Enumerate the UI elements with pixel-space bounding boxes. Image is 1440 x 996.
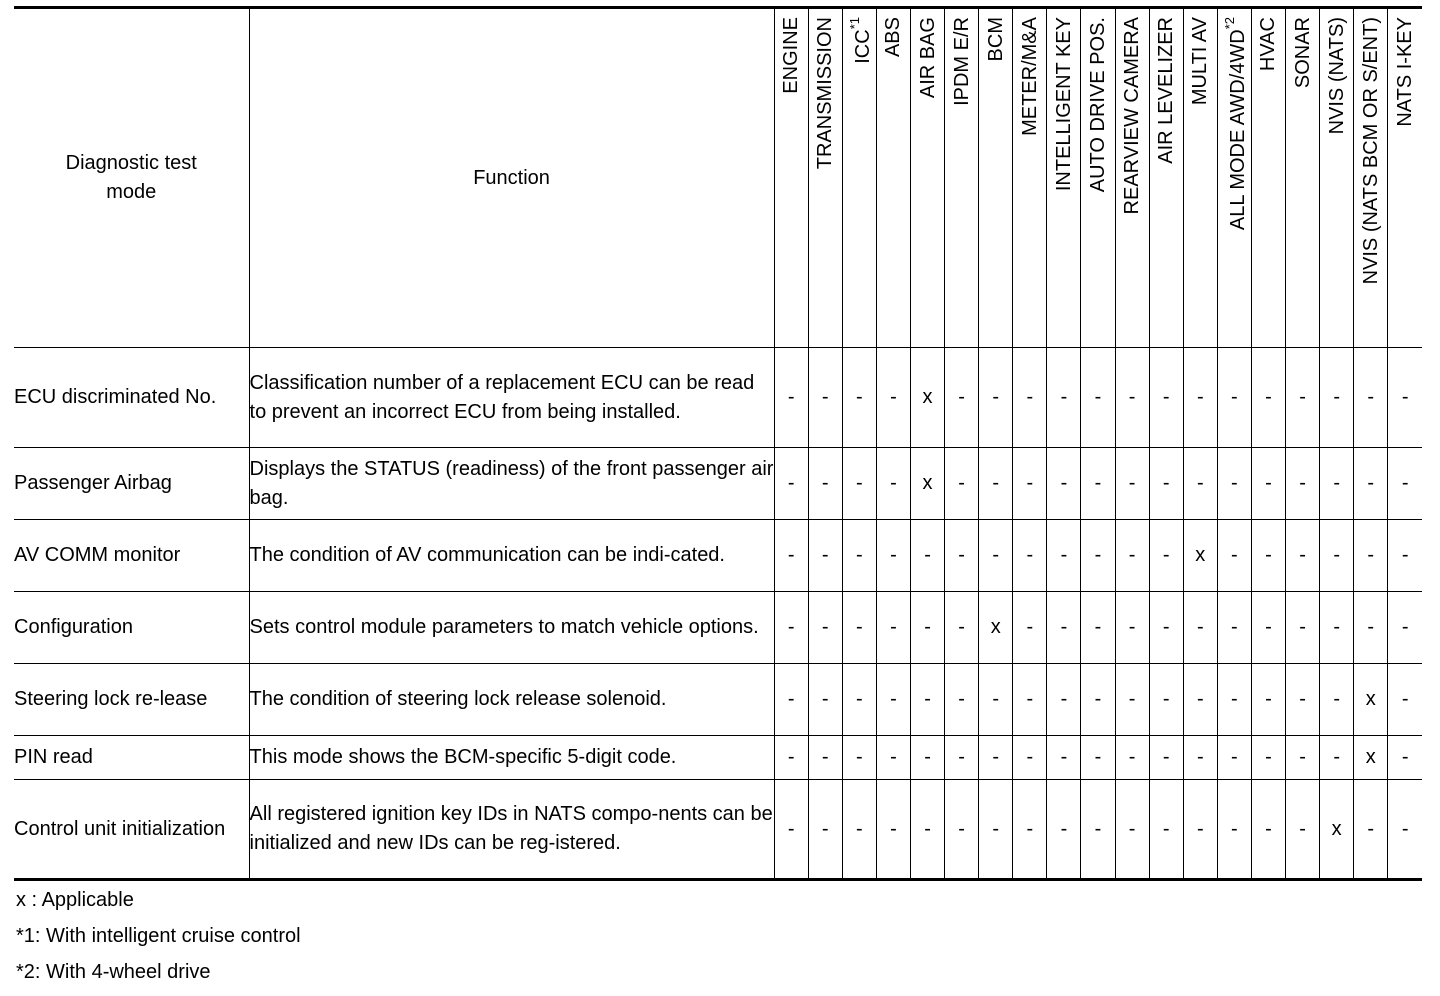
applicability-cell: - [808,448,842,520]
applicability-cell: - [1388,520,1422,592]
applicability-cell: - [1251,520,1285,592]
system-label [1220,17,1250,230]
applicability-cell: x [979,592,1013,664]
applicability-cell: - [1149,520,1183,592]
system-label [1155,17,1177,164]
applicability-cell: - [1286,348,1320,448]
applicability-cell: - [1251,736,1285,780]
applicability-cell: - [1251,348,1285,448]
row-mode: PIN read [14,736,249,780]
header-system [1081,8,1115,348]
applicability-cell: - [876,348,910,448]
applicability-cell: - [1183,780,1217,880]
applicability-cell: - [1013,448,1047,520]
applicability-cell: x [1183,520,1217,592]
applicability-cell: - [1354,780,1388,880]
applicability-cell: x [910,348,944,448]
system-label [1087,17,1109,192]
applicability-cell: - [1081,664,1115,736]
applicability-cell: - [1047,448,1081,520]
header-system [876,8,910,348]
system-label [1292,17,1314,88]
applicability-cell: - [1354,592,1388,664]
applicability-cell: - [910,736,944,780]
applicability-cell: - [1149,780,1183,880]
applicability-cell: - [876,780,910,880]
applicability-cell: - [1320,592,1354,664]
applicability-cell: - [1286,592,1320,664]
applicability-cell: - [876,592,910,664]
table-row [14,448,1422,520]
applicability-cell: - [1320,448,1354,520]
applicability-cell: - [1047,780,1081,880]
applicability-cell: - [1320,348,1354,448]
system-footnote-ref: *2 [1222,17,1238,30]
applicability-cell: - [808,780,842,880]
applicability-cell: - [1320,736,1354,780]
applicability-cell: - [1354,348,1388,448]
row-mode: Passenger Airbag [14,448,249,520]
applicability-cell: - [1013,348,1047,448]
system-label [882,17,904,57]
applicability-cell: - [1183,664,1217,736]
applicability-cell: x [1354,736,1388,780]
row-function: This mode shows the BCM-specific 5-digit code. [249,736,774,780]
applicability-cell: - [774,348,808,448]
applicability-cell: - [876,736,910,780]
applicability-cell: - [1115,348,1149,448]
header-system [774,8,808,348]
applicability-cell: - [1013,520,1047,592]
applicability-cell: - [1320,520,1354,592]
applicability-cell: - [774,520,808,592]
row-function: The condition of AV communication can be indi-cated. [249,520,774,592]
applicability-cell: - [808,348,842,448]
footnotes [16,888,301,996]
system-label-text: HVAC [1257,17,1280,72]
applicability-cell: - [1013,592,1047,664]
applicability-cell: - [1388,348,1422,448]
applicability-cell: - [1320,664,1354,736]
applicability-cell: - [1115,448,1149,520]
applicability-cell: - [1217,736,1251,780]
applicability-cell: - [979,520,1013,592]
row-function: Displays the STATUS (readiness) of the front passenger air bag. [249,448,774,520]
applicability-cell: x [910,448,944,520]
applicability-cell: - [945,592,979,664]
applicability-cell: - [774,448,808,520]
row-function: All registered ignition key IDs in NATS compo-nents can be initialized and new IDs can be reg-istered. [249,780,774,880]
system-label-text: ENGINE [780,17,803,94]
system-label-text: NVIS (NATS) [1325,17,1348,135]
applicability-cell: - [808,520,842,592]
applicability-cell: - [1081,448,1115,520]
applicability-cell: - [1251,664,1285,736]
applicability-cell: - [808,664,842,736]
applicability-cell: - [1115,664,1149,736]
applicability-cell: - [842,592,876,664]
applicability-cell: - [1217,448,1251,520]
applicability-cell: - [945,520,979,592]
applicability-cell: - [1047,348,1081,448]
applicability-cell: x [1320,780,1354,880]
applicability-cell: - [1217,780,1251,880]
system-label [1394,17,1416,127]
header-system [1286,8,1320,348]
header-system [1388,8,1422,348]
header-system [1183,8,1217,348]
system-label [1257,17,1279,71]
applicability-cell: - [1286,780,1320,880]
applicability-cell: x [1354,664,1388,736]
applicability-cell: - [1081,592,1115,664]
applicability-cell: - [1286,664,1320,736]
row-mode: AV COMM monitor [14,520,249,592]
applicability-cell: - [1013,736,1047,780]
applicability-cell: - [945,736,979,780]
applicability-cell: - [1354,520,1388,592]
applicability-cell: - [1388,448,1422,520]
system-label-text: AIR BAG [916,17,939,99]
applicability-cell: - [1149,448,1183,520]
applicability-cell: - [910,664,944,736]
applicability-cell: - [842,448,876,520]
applicability-cell: - [979,664,1013,736]
applicability-cell: - [1286,736,1320,780]
system-label [951,17,973,106]
table-row [14,348,1422,448]
applicability-cell: - [979,736,1013,780]
system-label [1326,17,1348,134]
applicability-cell: - [842,780,876,880]
applicability-cell: - [842,520,876,592]
applicability-cell: - [1183,448,1217,520]
applicability-cell: - [945,348,979,448]
table-row [14,780,1422,880]
diagnostic-test-mode-table [14,6,1422,881]
applicability-cell: - [910,520,944,592]
applicability-cell: - [1183,348,1217,448]
applicability-cell: - [979,448,1013,520]
applicability-cell: - [1217,664,1251,736]
row-mode: ECU discriminated No. [14,348,249,448]
header-system [1251,8,1285,348]
applicability-cell: - [842,736,876,780]
applicability-cell: - [1388,780,1422,880]
applicability-cell: - [1286,520,1320,592]
row-function: Sets control module parameters to match vehicle options. [249,592,774,664]
applicability-cell: - [1013,664,1047,736]
header-system [979,8,1013,348]
system-label [814,17,836,169]
applicability-cell: - [1388,592,1422,664]
applicability-cell: - [1149,348,1183,448]
table-row [14,592,1422,664]
applicability-cell: - [945,664,979,736]
header-system [1047,8,1081,348]
applicability-cell: - [1115,520,1149,592]
system-label-text: ABS [882,17,905,58]
table-row [14,664,1422,736]
system-label-text: NVIS (NATS BCM OR S/ENT) [1359,17,1382,285]
applicability-cell: - [979,348,1013,448]
system-label-text: AIR LEVELIZER [1155,17,1178,164]
system-label-text: BCM [984,17,1007,62]
applicability-cell: - [774,736,808,780]
row-mode: Configuration [14,592,249,664]
applicability-cell: - [1149,664,1183,736]
system-label [1019,17,1041,136]
system-label-text: ALL MODE AWD/4WD [1227,29,1250,231]
applicability-cell: - [876,520,910,592]
system-label-text: AUTO DRIVE POS. [1087,17,1109,193]
header-system [1013,8,1047,348]
applicability-cell: - [1081,736,1115,780]
applicability-cell: - [1251,592,1285,664]
applicability-cell: - [1354,448,1388,520]
applicability-cell: - [842,348,876,448]
system-label-text: SONAR [1291,17,1314,89]
applicability-cell: - [774,780,808,880]
row-mode: Control unit initialization [14,780,249,880]
system-label-text: TRANSMISSION [814,17,837,170]
applicability-cell: - [1251,448,1285,520]
system-label-text: IPDM E/R [950,17,973,106]
header-row [14,8,1422,348]
system-label [1053,17,1075,191]
applicability-cell: - [774,664,808,736]
row-mode: Steering lock re-lease [14,664,249,736]
applicability-cell: - [1115,592,1149,664]
applicability-cell: - [1115,780,1149,880]
applicability-cell: - [1149,736,1183,780]
applicability-cell: - [774,592,808,664]
row-function: The condition of steering lock release solenoid. [249,664,774,736]
header-system [808,8,842,348]
applicability-cell: - [876,664,910,736]
system-label [1121,17,1143,214]
applicability-cell: - [1388,664,1422,736]
table-row [14,736,1422,780]
applicability-cell: - [1047,664,1081,736]
system-label-text: NATS I-KEY [1394,17,1417,127]
applicability-cell: - [910,592,944,664]
applicability-cell: - [979,780,1013,880]
system-label [1360,17,1382,284]
applicability-cell: - [1047,736,1081,780]
applicability-cell: - [945,780,979,880]
applicability-cell: - [876,448,910,520]
system-label-text: ICC [852,29,875,64]
system-label-text: METER/M&A [1018,17,1041,136]
header-system [1115,8,1149,348]
applicability-cell: - [1183,736,1217,780]
applicability-cell: - [1081,520,1115,592]
applicability-cell: - [1115,736,1149,780]
applicability-cell: - [808,736,842,780]
applicability-cell: - [945,448,979,520]
system-label-text: INTELLIGENT KEY [1052,17,1075,192]
header-system [842,8,876,348]
applicability-cell: - [1217,348,1251,448]
system-label [985,17,1007,61]
system-label-text: REARVIEW CAMERA [1121,17,1144,215]
applicability-cell: - [1081,348,1115,448]
row-function: Classification number of a replacement ECU can be read to prevent an incorrect ECU from being installed. [249,348,774,448]
header-function: Function [249,8,774,348]
note-applicable: x : Applicable [16,889,134,911]
applicability-cell: - [1081,780,1115,880]
applicability-cell: - [842,664,876,736]
header-system [1149,8,1183,348]
system-label [1189,17,1211,105]
applicability-cell: - [808,592,842,664]
applicability-cell: - [1251,780,1285,880]
applicability-cell: - [910,780,944,880]
applicability-cell: - [1149,592,1183,664]
applicability-cell: - [1047,520,1081,592]
system-label [845,17,875,64]
header-system [945,8,979,348]
applicability-cell: - [1217,592,1251,664]
applicability-cell: - [1183,592,1217,664]
note-icc: *1: With intelligent cruise control [16,925,301,947]
table-row [14,520,1422,592]
header-system [1217,8,1251,348]
applicability-cell: - [1217,520,1251,592]
system-footnote-ref: *1 [847,17,863,30]
system-label-text: MULTI AV [1189,17,1212,106]
system-label [780,17,802,94]
system-label [917,17,939,98]
header-system [1320,8,1354,348]
header-system [910,8,944,348]
applicability-cell: - [1286,448,1320,520]
applicability-cell: - [1047,592,1081,664]
header-diagnostic-test-mode: Diagnostic test mode [14,8,249,348]
applicability-cell: - [1388,736,1422,780]
header-system [1354,8,1388,348]
note-awd: *2: With 4-wheel drive [16,961,211,983]
applicability-cell: - [1013,780,1047,880]
